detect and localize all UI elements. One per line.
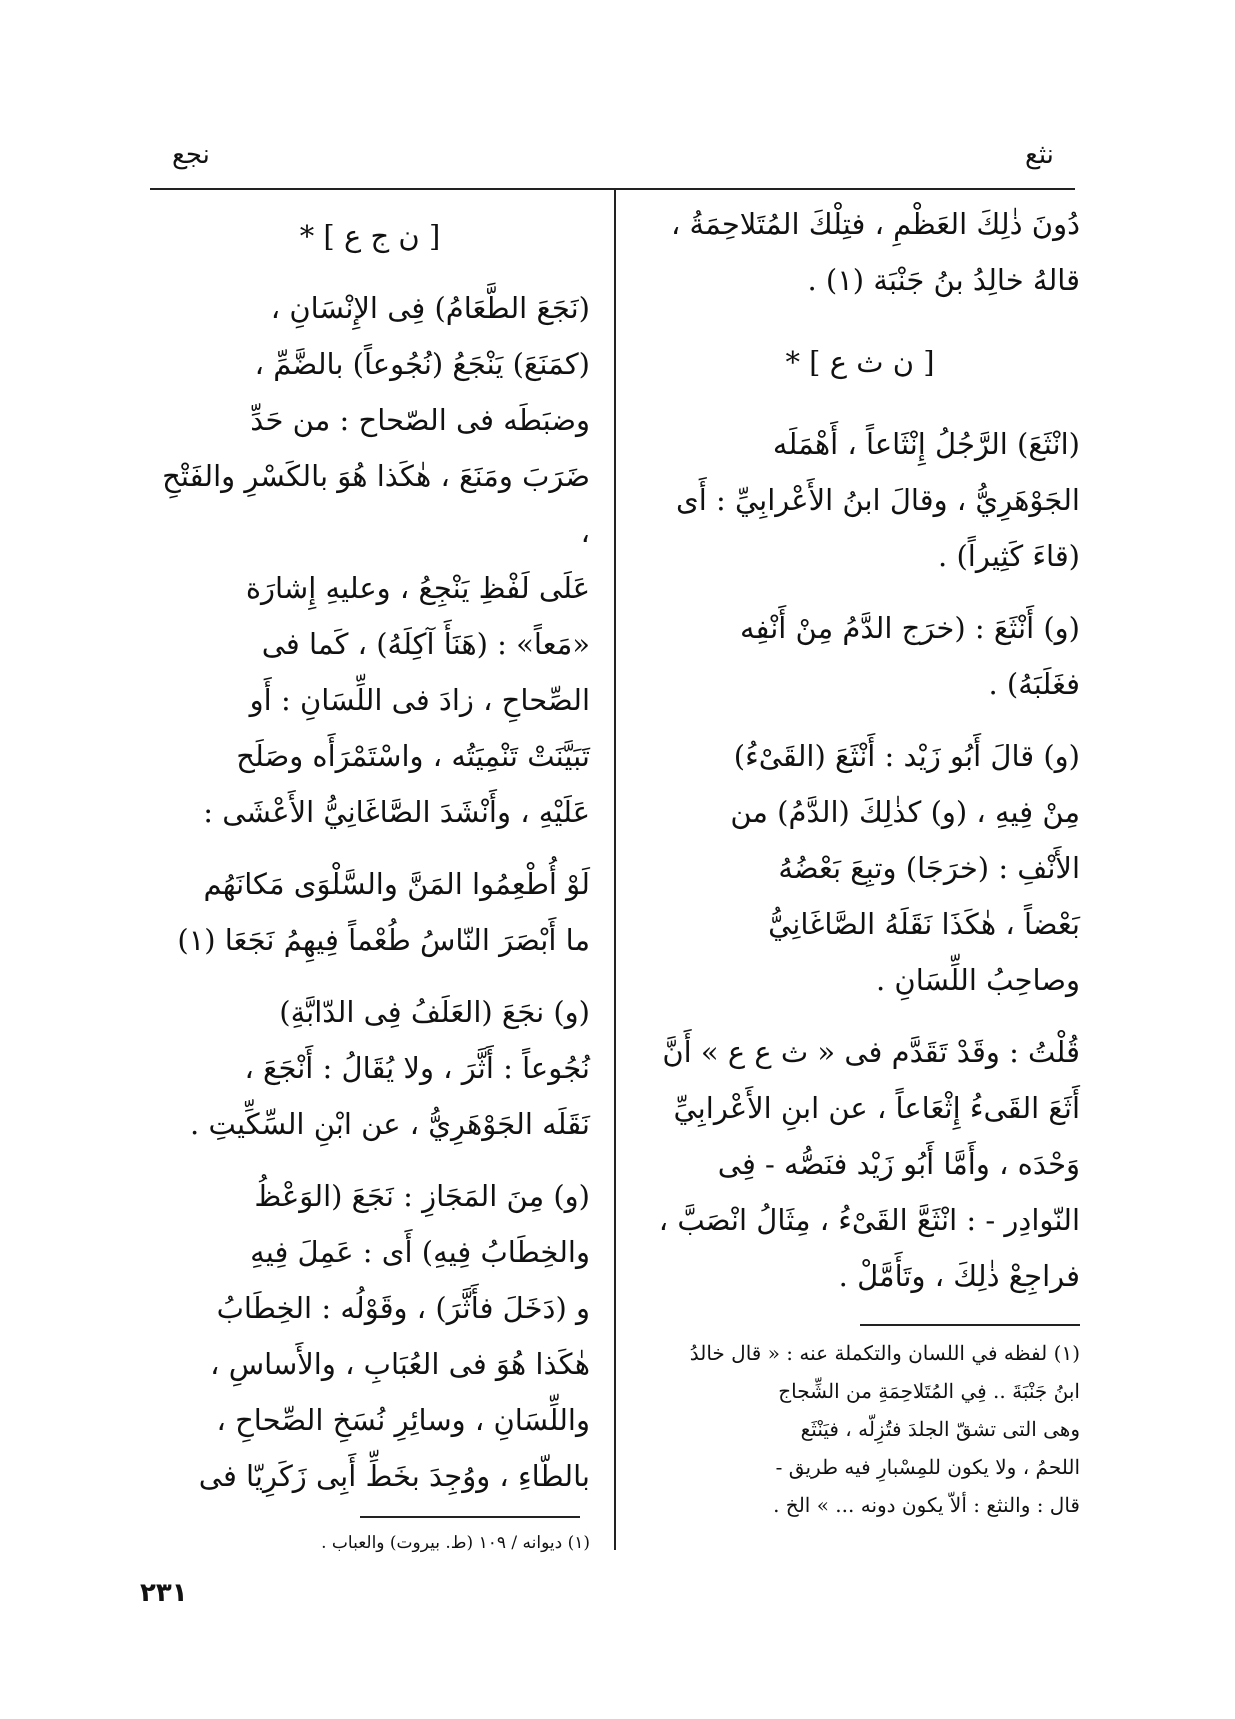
entry-heading-nja: [ ن ج ع ] * [299, 219, 441, 253]
verse-line-2: ما أَبْصَرَ النّاسُ طُعْماً فِيهِمُ نَجَعَا (١) [177, 923, 590, 957]
left-column [150, 208, 590, 1504]
right-footnote [640, 1334, 1080, 1524]
column-divider [614, 190, 616, 1550]
right-p3-l4: بَعْضاً ، هٰكَذَا نَقَلَهُ الصَّاغَانِيُّ [768, 907, 1080, 941]
right-fn-l2: ابنُ جَنْبَةَ .. فِي المُتَلاحِمَةِ من الشِّجاج [778, 1379, 1080, 1403]
left-p1-l7: الصِّحاحِ ، زادَ فى اللِّسَانِ : أَو [249, 683, 590, 717]
entry-heading-nth: [ ن ث ع ] * [785, 345, 935, 379]
right-p4-l2: أَثَعَ القَىءُ إِثْعَاعاً ، عن ابنِ الأَعْرابِيِّ [673, 1091, 1080, 1125]
left-p1-l4: ضَرَبَ ومَنَعَ ، هٰكَذا هُوَ بالكَسْرِ والفَتْحِ ، [162, 459, 590, 549]
left-p3-l1: (و) مِنَ المَجَازِ : نَجَعَ (الوَعْظُ [254, 1179, 590, 1213]
right-line-2: قالهُ خالِدُ بنُ جَنْبَة (١) . [807, 263, 1080, 297]
left-p1-l8: تَبَيَّنَتْ تَنْمِيَتُه ، واسْتَمْرَأَه وصَلَح [236, 739, 590, 773]
right-line-1: دُونَ ذٰلِكَ العَظْمِ ، فتِلْكَ المُتَلاحِمَةُ ، [670, 207, 1080, 241]
right-p4-l1: قُلْتُ : وقَدْ تَقَدَّم فى « ث ع ع » أَنَّ [662, 1035, 1080, 1069]
left-p3-l3: و (دَخَلَ فأَثَّرَ) ، وقَوْلُه : الخِطَابُ [216, 1291, 590, 1325]
left-p2-l1: (و) نجَعَ (العَلَفُ فِى الدّابَّةِ) [279, 995, 590, 1029]
right-p1-l3: (قاءَ كَثِيراً) . [938, 539, 1080, 573]
left-p1-l2: (كمَنَعَ) يَنْجَعُ (نُجُوعاً) بالضَّمِّ ، [254, 347, 590, 381]
left-p1-l5: عَلَى لَفْظِ يَنْجِعُ ، وعليهِ إِشارَة [245, 571, 590, 605]
right-p1-l1: (انْثَعَ) الرَّجُلُ إِنْثَاعاً ، أَهْمَلَه [772, 427, 1080, 461]
right-p2-l2: فغَلَبَهُ) . [988, 667, 1080, 701]
right-footnote-rule [860, 1324, 1080, 1326]
left-footnote-rule [360, 1516, 580, 1518]
left-p3-l5: واللِّسَانِ ، وسائِرِ نُسَخِ الصِّحاحِ ، [216, 1403, 590, 1437]
left-p1-l6: «مَعاً» : (هَنَأَ آكِلَهُ) ، كَما فى [261, 627, 590, 661]
left-p1-l9: عَلَيْهِ ، وأَنْشَدَ الصَّاغَانِيُّ الأَعْشَى : [203, 795, 590, 829]
right-p1-l2: الجَوْهَرِيُّ ، وقالَ ابنُ الأَعْرابِيِّ : أَى [676, 483, 1080, 517]
page-number: ٢٣١ [140, 1578, 188, 1608]
header-rule [150, 188, 1075, 190]
verse-line-1: لَوْ أُطْعِمُوا المَنَّ والسَّلْوَى مَكانَهُم [203, 867, 590, 901]
right-p3-l5: وصاحِبُ اللِّسَانِ . [875, 963, 1080, 997]
right-fn-l5: قال : والنثع : ألاّ يكون دونه ... » الخ . [773, 1493, 1080, 1517]
left-p3-l2: والخِطَابُ فِيهِ) أَى : عَمِلَ فِيهِ [250, 1235, 590, 1269]
left-p1-l1: (نَجَعَ الطَّعَامُ) فِى الإِنْسَانِ ، [270, 291, 590, 325]
left-p3-l6: بالطّاءِ ، ووُجِدَ بخَطِّ أَبِى زَكَرِيّا فى [198, 1459, 590, 1493]
right-p4-l4: النّوادِر - : انْثَعَّ القَىْءُ ، مِثَالُ انْصَبَّ ، [658, 1203, 1080, 1237]
right-p3-l3: الأَنْفِ : (خرَجَا) وتبِعَ بَعْضُهُ [778, 851, 1080, 885]
right-fn-l3: وهى التى تشقّ الجلدَ فتُزِلّه ، فيَنْثَع [800, 1417, 1080, 1441]
left-footnote: (١) ديوانه / ١٠٩ (ط. بيروت) والعباب . [321, 1533, 590, 1553]
header-left-word: نجع [172, 140, 210, 170]
right-fn-l4: اللحمُ ، ولا يكون للمِسْبارِ فيه طريق - [775, 1455, 1080, 1479]
header-right-word: نثع [1025, 140, 1054, 170]
right-column [640, 196, 1080, 1304]
left-p1-l3: وضبَطَه فى الصّحاح : من حَدِّ [250, 403, 590, 437]
right-p4-l3: وَحْدَه ، وأَمَّا أَبُو زَيْد فنَصُّه - فِى [717, 1147, 1080, 1181]
left-p3-l4: هٰكَذا هُوَ فى العُبَابِ ، والأَساسِ ، [210, 1347, 590, 1381]
right-fn-l1: (١) لفظه في اللسان والتكملة عنه : « قال خالدُ [689, 1341, 1080, 1365]
left-p2-l3: نَقَلَه الجَوْهَرِيُّ ، عن ابْنِ السِّكِّيتِ . [190, 1107, 590, 1141]
right-p3-l2: مِنْ فِيهِ ، (و) كذٰلِكَ (الدَّمُ) من [730, 795, 1080, 829]
right-p3-l1: (و) قالَ أَبُو زَيْد : أَنْثَعَ (القَىْءُ) [733, 739, 1080, 773]
right-p4-l5: فراجِعْ ذٰلِكَ ، وتَأَمَّلْ . [838, 1259, 1080, 1293]
right-p2-l1: (و) أَنْثَعَ : (خرَج الدَّمُ مِنْ أَنْفِه [739, 611, 1080, 645]
left-p2-l2: نُجُوعاً : أَثَّرَ ، ولا يُقَالُ : أَنْجَعَ ، [244, 1051, 590, 1085]
